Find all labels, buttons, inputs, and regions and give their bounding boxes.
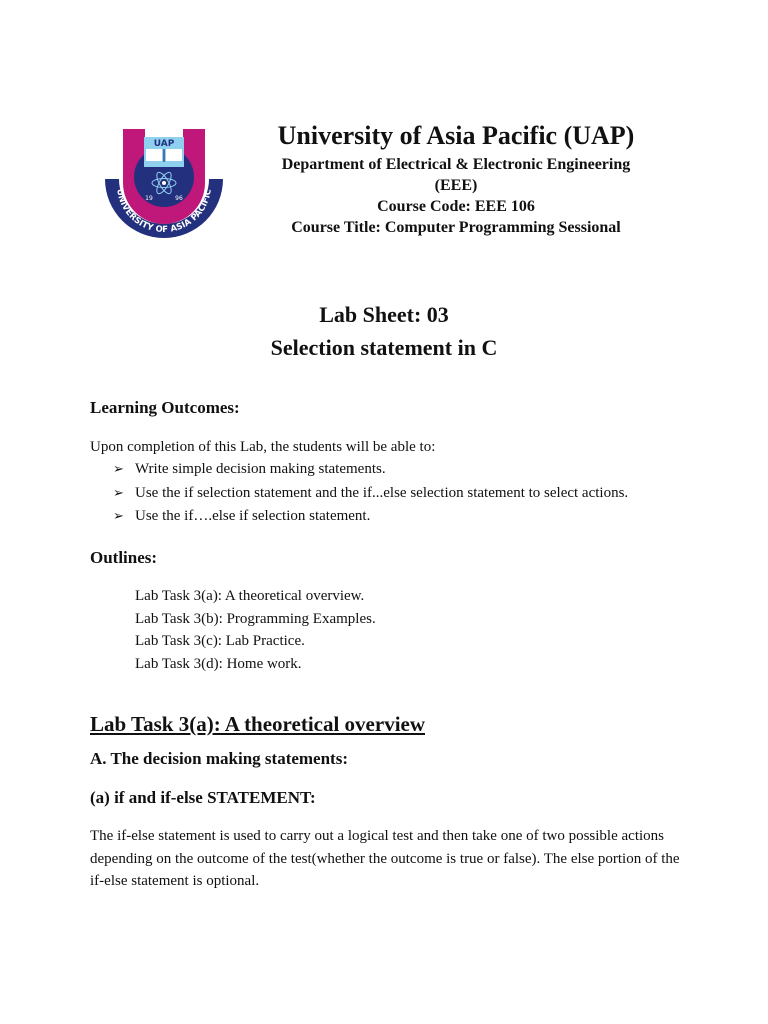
svg-text:UNIVERSITY OF ASIA PACIFIC: UNIVERSITY OF ASIA PACIFIC	[114, 188, 214, 236]
list-item: Lab Task 3(c): Lab Practice.	[135, 633, 305, 649]
arrow-bullet-icon: ➢	[113, 509, 124, 524]
if-else-description-paragraph: The if-else statement is used to carry out a logical test and then take one of two possible actions depending on the outcome of the test(whether the outcome is true or false). The else portion of the if-else statement is optional.	[90, 828, 680, 889]
outlines-heading: Outlines:	[90, 548, 158, 567]
learning-outcomes-heading: Learning Outcomes:	[90, 398, 240, 417]
arrow-bullet-icon: ➢	[113, 462, 124, 477]
svg-text:UAP: UAP	[153, 139, 175, 149]
list-item: Lab Task 3(a): A theoretical overview.	[135, 588, 365, 604]
decision-statements-heading: A. The decision making statements:	[90, 749, 348, 768]
outlines-list	[135, 585, 376, 675]
university-name: University of Asia Pacific (UAP)	[277, 121, 635, 150]
if-else-statement-heading: (a) if and if-else STATEMENT:	[90, 788, 316, 807]
department-name: Department of Electrical & Electronic Engineering	[281, 156, 631, 173]
list-item: Lab Task 3(d): Home work.	[135, 655, 302, 672]
course-code: Course Code: EEE 106	[377, 198, 535, 215]
task-3a-heading: Lab Task 3(a): A theoretical overview	[90, 712, 426, 736]
svg-text:96: 96	[175, 195, 183, 202]
course-title: Course Title: Computer Programming Sessional	[291, 219, 621, 236]
learning-outcomes-list	[113, 458, 628, 529]
arrow-bullet-icon: ➢	[113, 485, 124, 501]
list-item: Lab Task 3(b): Programming Examples.	[135, 610, 376, 627]
lab-sheet-topic: Selection statement in C	[270, 335, 498, 360]
list-item: ➢ Use the if….else if selection statement.	[113, 505, 628, 529]
department-abbrev: (EEE)	[434, 177, 478, 194]
list-item: ➢ Write simple decision making statements.	[113, 458, 628, 482]
svg-text:19: 19	[145, 195, 153, 202]
lab-sheet-number: Lab Sheet: 03	[319, 302, 449, 327]
list-item: ➢ Use the if selection statement and the if...else selection statement to select actions.	[113, 482, 628, 506]
document-header	[246, 118, 666, 238]
university-logo	[97, 121, 231, 246]
learning-outcomes-intro: Upon completion of this Lab, the students will be able to:	[90, 439, 436, 455]
